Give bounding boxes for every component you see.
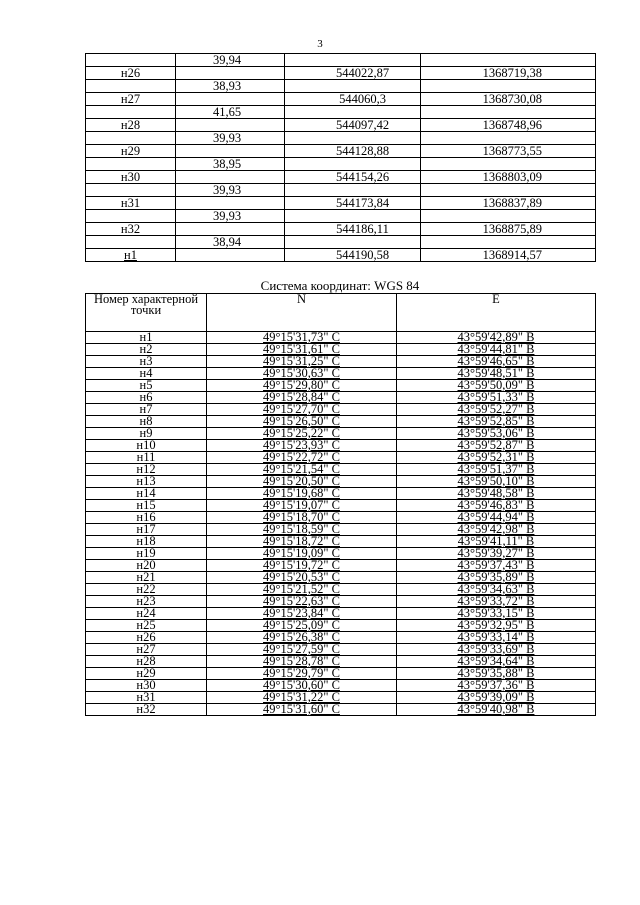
x-cell: 544186,11	[285, 223, 421, 236]
y-cell	[421, 158, 596, 171]
table-row	[86, 171, 596, 184]
header-n: N	[207, 294, 397, 332]
longitude-cell: 43°59'42,98" В	[397, 524, 596, 536]
table-row	[86, 236, 596, 249]
point-cell	[86, 236, 176, 249]
point-cell: н26	[86, 67, 176, 80]
latitude-cell: 49°15'18,70" С	[207, 512, 397, 524]
latitude-cell: 49°15'27,70" С	[207, 404, 397, 416]
y-cell: 1368803,09	[421, 171, 596, 184]
longitude-cell: 43°59'39,09" В	[397, 692, 596, 704]
header-point-number: Номер характерной точки	[86, 294, 207, 332]
distance-cell: 39,93	[176, 132, 285, 145]
longitude-cell: 43°59'51,33" В	[397, 392, 596, 404]
point-cell: н27	[86, 644, 207, 656]
y-cell	[421, 236, 596, 249]
x-cell	[285, 184, 421, 197]
longitude-cell: 43°59'40,98" В	[397, 704, 596, 716]
longitude-cell: 43°59'37,36" В	[397, 680, 596, 692]
y-cell: 1368875,89	[421, 223, 596, 236]
page-number: 3	[317, 38, 323, 50]
y-cell	[421, 132, 596, 145]
longitude-cell: 43°59'51,37" В	[397, 464, 596, 476]
y-cell	[421, 80, 596, 93]
distance-cell	[176, 93, 285, 106]
point-cell: н24	[86, 608, 207, 620]
longitude-cell: 43°59'50,09" В	[397, 380, 596, 392]
latitude-cell: 49°15'19,07" С	[207, 500, 397, 512]
distance-cell: 41,65	[176, 106, 285, 119]
longitude-cell: 43°59'35,88" В	[397, 668, 596, 680]
point-cell	[86, 158, 176, 171]
point-cell: н31	[86, 197, 176, 210]
latitude-cell: 49°15'18,72" С	[207, 536, 397, 548]
point-cell: н20	[86, 560, 207, 572]
x-cell: 544154,26	[285, 171, 421, 184]
point-cell: н17	[86, 524, 207, 536]
x-cell: 544022,87	[285, 67, 421, 80]
table-row	[86, 223, 596, 236]
point-cell: н7	[86, 404, 207, 416]
point-cell: н8	[86, 416, 207, 428]
longitude-cell: 43°59'33,15" В	[397, 608, 596, 620]
point-cell: н1	[86, 332, 207, 344]
distance-cell	[176, 119, 285, 132]
point-cell	[86, 80, 176, 93]
x-cell	[285, 132, 421, 145]
x-cell	[285, 106, 421, 119]
point-cell: н29	[86, 668, 207, 680]
x-cell	[285, 158, 421, 171]
longitude-cell: 43°59'34,63" В	[397, 584, 596, 596]
point-cell	[86, 184, 176, 197]
point-cell: н18	[86, 536, 207, 548]
latitude-cell: 49°15'31,60" С	[207, 704, 397, 716]
distance-cell: 38,94	[176, 236, 285, 249]
longitude-cell: 43°59'39,27" В	[397, 548, 596, 560]
point-cell: н27	[86, 93, 176, 106]
distance-cell	[176, 171, 285, 184]
y-cell: 1368837,89	[421, 197, 596, 210]
point-cell	[86, 132, 176, 145]
latitude-cell: 49°15'31,73" С	[207, 332, 397, 344]
longitude-cell: 43°59'52,31" В	[397, 452, 596, 464]
distance-cell	[176, 223, 285, 236]
longitude-cell: 43°59'44,81" В	[397, 344, 596, 356]
point-cell: н4	[86, 368, 207, 380]
point-cell: н32	[86, 223, 176, 236]
latitude-cell: 49°15'21,52" С	[207, 584, 397, 596]
point-cell: н28	[86, 656, 207, 668]
longitude-cell: 43°59'48,58" В	[397, 488, 596, 500]
point-cell: н9	[86, 428, 207, 440]
header-e: E	[397, 294, 596, 332]
table-row	[86, 210, 596, 223]
longitude-cell: 43°59'37,43" В	[397, 560, 596, 572]
table-row	[86, 80, 596, 93]
longitude-cell: 43°59'46,65" В	[397, 356, 596, 368]
x-cell: 544097,42	[285, 119, 421, 132]
distance-cell: 39,93	[176, 210, 285, 223]
latitude-cell: 49°15'23,84" С	[207, 608, 397, 620]
longitude-cell: 43°59'33,72" В	[397, 596, 596, 608]
longitude-cell: 43°59'50,10" В	[397, 476, 596, 488]
longitude-cell: 43°59'33,14" В	[397, 632, 596, 644]
longitude-cell: 43°59'35,89" В	[397, 572, 596, 584]
point-cell: н22	[86, 584, 207, 596]
point-cell: н16	[86, 512, 207, 524]
point-cell: н2	[86, 344, 207, 356]
point-cell	[86, 210, 176, 223]
point-cell: н19	[86, 548, 207, 560]
point-cell: н3	[86, 356, 207, 368]
y-cell: 1368730,08	[421, 93, 596, 106]
y-cell	[421, 106, 596, 119]
point-cell: н11	[86, 452, 207, 464]
y-cell: 1368719,38	[421, 67, 596, 80]
longitude-cell: 43°59'52,27" В	[397, 404, 596, 416]
latitude-cell: 49°15'29,80" С	[207, 380, 397, 392]
point-cell	[86, 54, 176, 67]
y-cell: 1368748,96	[421, 119, 596, 132]
longitude-cell: 43°59'41,11" В	[397, 536, 596, 548]
longitude-cell: 43°59'34,64" В	[397, 656, 596, 668]
table-row	[86, 132, 596, 145]
distance-cell: 39,94	[176, 54, 285, 67]
longitude-cell: 43°59'42,89" В	[397, 332, 596, 344]
longitude-cell: 43°59'52,87" В	[397, 440, 596, 452]
table-row	[86, 93, 596, 106]
point-cell: н13	[86, 476, 207, 488]
longitude-cell: 43°59'46,83" В	[397, 500, 596, 512]
latitude-cell: 49°15'19,72" С	[207, 560, 397, 572]
x-cell: 544060,3	[285, 93, 421, 106]
latitude-cell: 49°15'31,22" С	[207, 692, 397, 704]
point-cell: н28	[86, 119, 176, 132]
point-cell: н10	[86, 440, 207, 452]
point-cell: н15	[86, 500, 207, 512]
latitude-cell: 49°15'22,72" С	[207, 452, 397, 464]
point-cell: н14	[86, 488, 207, 500]
latitude-cell: 49°15'31,61" С	[207, 344, 397, 356]
longitude-cell: 43°59'53,06" В	[397, 428, 596, 440]
latitude-cell: 49°15'26,38" С	[207, 632, 397, 644]
table-row	[86, 197, 596, 210]
wgs84-coordinates-table	[85, 293, 596, 716]
point-cell: н26	[86, 632, 207, 644]
longitude-cell: 43°59'48,51" В	[397, 368, 596, 380]
y-cell	[421, 184, 596, 197]
table-row	[86, 145, 596, 158]
latitude-cell: 49°15'29,79" С	[207, 668, 397, 680]
x-cell: 544128,88	[285, 145, 421, 158]
x-cell	[285, 80, 421, 93]
latitude-cell: 49°15'21,54" С	[207, 464, 397, 476]
latitude-cell: 49°15'26,50" С	[207, 416, 397, 428]
y-cell: 1368914,57	[421, 249, 596, 262]
table-row	[86, 704, 596, 716]
distance-cell	[176, 249, 285, 262]
point-cell: н12	[86, 464, 207, 476]
latitude-cell: 49°15'23,93" С	[207, 440, 397, 452]
latitude-cell: 49°15'27,59" С	[207, 644, 397, 656]
longitude-cell: 43°59'33,69" В	[397, 644, 596, 656]
latitude-cell: 49°15'31,25" С	[207, 356, 397, 368]
x-cell: 544190,58	[285, 249, 421, 262]
latitude-cell: 49°15'28,84" С	[207, 392, 397, 404]
distance-cell: 39,93	[176, 184, 285, 197]
longitude-cell: 43°59'52,85" В	[397, 416, 596, 428]
distance-cell: 38,93	[176, 80, 285, 93]
latitude-cell: 49°15'22,63" С	[207, 596, 397, 608]
point-cell: н31	[86, 692, 207, 704]
latitude-cell: 49°15'18,59" С	[207, 524, 397, 536]
table-header-row	[86, 294, 596, 332]
x-cell	[285, 210, 421, 223]
latitude-cell: 49°15'19,09" С	[207, 548, 397, 560]
latitude-cell: 49°15'25,22" С	[207, 428, 397, 440]
table-row	[86, 119, 596, 132]
longitude-cell: 43°59'32,95" В	[397, 620, 596, 632]
point-cell: н21	[86, 572, 207, 584]
point-cell: н25	[86, 620, 207, 632]
latitude-cell: 49°15'28,78" С	[207, 656, 397, 668]
point-cell	[86, 106, 176, 119]
distance-cell	[176, 197, 285, 210]
x-cell	[285, 236, 421, 249]
distance-cell	[176, 67, 285, 80]
point-cell: н6	[86, 392, 207, 404]
distance-cell: 38,95	[176, 158, 285, 171]
table-row	[86, 67, 596, 80]
table-row	[86, 249, 596, 262]
table-row	[86, 184, 596, 197]
latitude-cell: 49°15'30,60" С	[207, 680, 397, 692]
table-row	[86, 158, 596, 171]
coordinate-system-caption: Система координат: WGS 84	[260, 278, 420, 293]
point-cell: н30	[86, 680, 207, 692]
table-row	[86, 106, 596, 119]
point-cell: н32	[86, 704, 207, 716]
y-cell	[421, 54, 596, 67]
latitude-cell: 49°15'20,50" С	[207, 476, 397, 488]
latitude-cell: 49°15'19,68" С	[207, 488, 397, 500]
point-cell: н1	[86, 249, 176, 262]
y-cell	[421, 210, 596, 223]
longitude-cell: 43°59'44,94" В	[397, 512, 596, 524]
point-cell: н5	[86, 380, 207, 392]
point-cell: н29	[86, 145, 176, 158]
table-row	[86, 54, 596, 67]
point-cell: н23	[86, 596, 207, 608]
latitude-cell: 49°15'25,09" С	[207, 620, 397, 632]
x-cell: 544173,84	[285, 197, 421, 210]
y-cell: 1368773,55	[421, 145, 596, 158]
point-cell: н30	[86, 171, 176, 184]
latitude-cell: 49°15'30,63" С	[207, 368, 397, 380]
coordinates-table-continued	[85, 53, 596, 262]
x-cell	[285, 54, 421, 67]
distance-cell	[176, 145, 285, 158]
latitude-cell: 49°15'20,53" С	[207, 572, 397, 584]
